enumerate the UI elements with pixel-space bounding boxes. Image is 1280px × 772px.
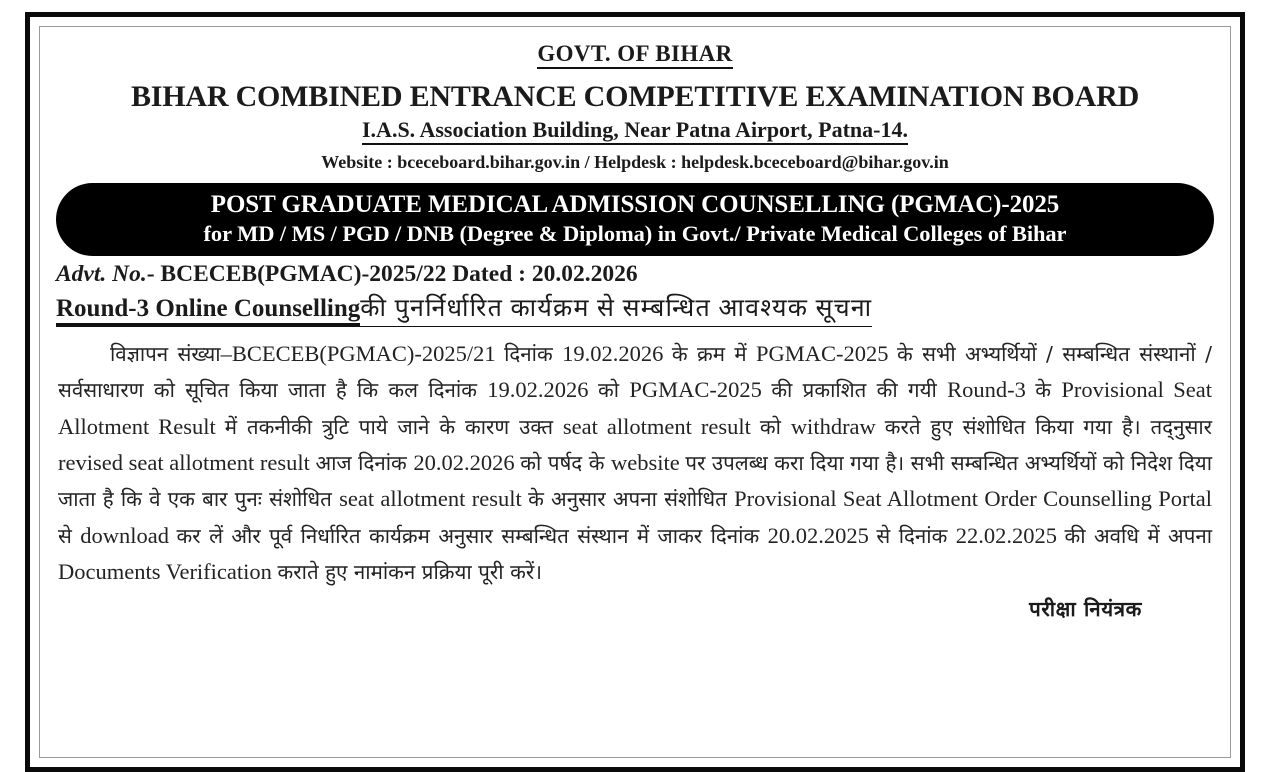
notice-segment: Round-3	[947, 377, 1036, 403]
notice-segment: 19.02.2026	[562, 340, 672, 366]
notice-segment: Documents Verification	[58, 559, 278, 585]
advertisement-label: Advt. No.	[56, 260, 147, 287]
advertisement-number	[56, 261, 1216, 288]
notice-segment: के सभी अभ्यर्थियों / सम्बन्धित संस्थानों / सर्वसाधारण को सूचित किया जाता है कि कल दिनांक	[58, 341, 1212, 403]
board-name: BIHAR COMBINED ENTRANCE COMPETITIVE EXAMINATION BOARD	[130, 80, 1140, 113]
notice-segment: के अनुसार अपना संशोधित	[528, 487, 735, 512]
notice-segment: –BCECEB(PGMAC)-2025/21	[220, 340, 505, 366]
board-address	[54, 117, 1216, 143]
notice-paragraph	[58, 336, 1212, 591]
notice-content	[40, 27, 1230, 623]
banner-subtitle: for MD / MS / PGD / DNB (Degree & Diploma) in Govt./ Private Medical Colleges of Bihar	[203, 220, 1067, 246]
subject-heading	[56, 292, 1216, 326]
notice-segment: website	[611, 449, 686, 475]
notice-segment: PGMAC-2025	[755, 340, 897, 366]
notice-segment: को	[759, 414, 791, 439]
notice-segment: पर उपलब्ध करा दिया गया है। सभी सम्बन्धित अभ्यर्थियों को निदेश दिया जाता है कि वे एक बार पुनः संशोधित	[58, 450, 1213, 512]
notice-segment: की अवधि में अपना	[1064, 523, 1213, 548]
notice-segment: 19.02.2026	[487, 377, 598, 403]
notice-segment: 20.02.2026	[413, 449, 521, 475]
subject-english: Round-3 Online Counselling	[56, 295, 360, 327]
notice-segment: seat allotment result	[562, 413, 760, 439]
govt-heading	[54, 41, 1216, 67]
notice-segment: करते हुए संशोधित किया गया है। तद्नुसार	[884, 414, 1213, 439]
notice-segment: revised seat allotment result	[58, 449, 316, 475]
notice-segment: को पर्षद के	[520, 450, 611, 475]
notice-segment: से	[58, 523, 81, 548]
notice-segment: 20.02.2025	[767, 522, 877, 548]
notice-segment: seat allotment result	[339, 486, 529, 512]
notice-segment: विज्ञापन संख्या	[110, 341, 221, 366]
notice-segment: में तकनीकी त्रुटि पाये जाने के कारण उक्त	[224, 414, 563, 439]
notice-segment: withdraw	[790, 413, 885, 439]
notice-segment: दिनांक	[504, 341, 563, 366]
notice-inner-border	[39, 26, 1231, 758]
govt-heading-text: GOVT. OF BIHAR	[537, 41, 732, 69]
notice-segment: कराते हुए नामांकन प्रक्रिया पूरी करें।	[277, 560, 542, 585]
notice-segment: से दिनांक	[876, 523, 956, 548]
notice-segment: के	[1035, 378, 1062, 403]
notice-segment: download	[80, 522, 177, 548]
notice-page	[25, 12, 1245, 772]
notice-segment: Provisional Seat Allotment Order Counselling Portal	[734, 486, 1212, 512]
notice-segment: की प्रकाशित की गयी	[771, 378, 948, 403]
signature-designation: परीक्षा नियंत्रक	[1029, 596, 1142, 621]
notice-segment: के क्रम में	[671, 341, 756, 366]
subject-hindi: की पुनर्निर्धारित कार्यक्रम से सम्बन्धित आवश्यक सूचना	[360, 295, 872, 327]
notice-segment: कर लें और पूर्व निर्धारित कार्यक्रम अनुसार सम्बन्धित संस्थान में जाकर दिनांक	[176, 523, 768, 548]
notice-segment: को	[597, 378, 630, 403]
banner-title: POST GRADUATE MEDICAL ADMISSION COUNSELLING (PGMAC)-2025	[210, 191, 1060, 219]
scheme-banner	[56, 183, 1214, 256]
notice-segment: Provisional Seat Allotment Result	[58, 377, 1213, 439]
notice-segment: आज दिनांक	[315, 450, 414, 475]
contact-line: Website : bceceboard.bihar.gov.in / Helpdesk : helpdesk.bceceboard@bihar.gov.in	[321, 152, 949, 173]
board-address-text: I.A.S. Association Building, Near Patna Airport, Patna-14.	[362, 117, 908, 145]
notice-segment: 22.02.2025	[955, 522, 1065, 548]
advertisement-value: - BCECEB(PGMAC)-2025/22 Dated : 20.02.2026	[146, 260, 638, 287]
notice-segment: PGMAC-2025	[629, 377, 772, 403]
